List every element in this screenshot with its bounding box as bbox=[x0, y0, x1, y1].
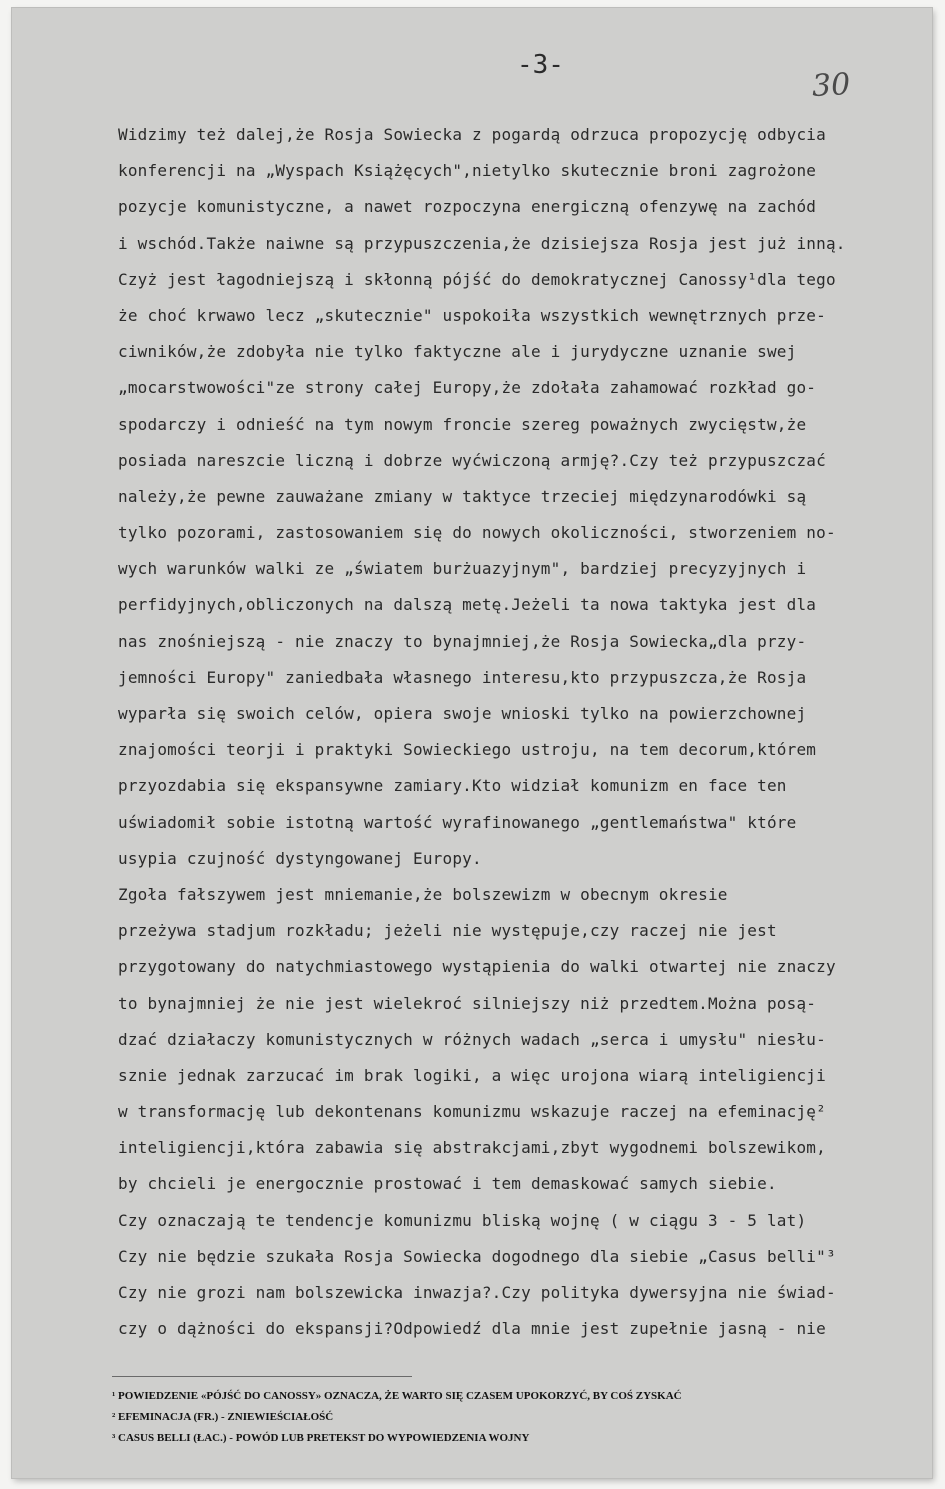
text-line: sznie jednak zarzucać im brak logiki, a więc urojona wiarą inteligiencji bbox=[118, 1065, 826, 1085]
text-line: Zgoła fałszywem jest mniemanie,że bolszewizm w obecnym okresie bbox=[118, 884, 728, 904]
text-line: ciwników,że zdobyła nie tylko faktyczne ale i jurydyczne uznanie swej bbox=[118, 342, 797, 362]
text-line: należy,że pewne zauważane zmiany w taktyce trzeciej międzynarodówki są bbox=[118, 486, 807, 506]
text-line: przygotowany do natychmiastowego wystąpienia do walki otwartej nie znaczy bbox=[118, 957, 836, 977]
text-line: perfidyjnych,obliczonych na dalszą metę.Jeżeli ta nowa taktyka jest dla bbox=[118, 595, 817, 615]
text-line: uświadomił sobie istotną wartość wyrafinowanego „gentlemaństwa" które bbox=[118, 812, 797, 832]
text-line: wyparła się swoich celów, opiera swoje wnioski tylko na powierzchownej bbox=[118, 704, 807, 723]
text-line: tylko pozorami, zastosowaniem się do nowych okoliczności, stworzeniem no- bbox=[118, 523, 836, 543]
text-line: Widzimy też dalej,że Rosja Sowiecka z pogardą odrzuca propozycję odbycia bbox=[118, 125, 826, 144]
footnote: ¹ POWIEDZENIE «PÓJŚĆ DO CANOSSY» OZNACZA, ŻE WARTO SIĘ CZASEM UPOKORZYĆ, BY COŚ ZYSKAĆ bbox=[112, 1390, 682, 1402]
text-line: konferencji na „Wyspach Książęcych",nietylko skutecznie broni zagrożone bbox=[118, 161, 817, 181]
text-line: jemności Europy" zaniedbała własnego interesu,kto przypuszcza,że Rosja bbox=[118, 667, 807, 687]
text-line: inteligiencji,która zabawia się abstrakcjami,zbyt wygodnemi bolszewikom, bbox=[118, 1138, 826, 1158]
text-line: że choć krwawo lecz „skutecznie" uspokoiła wszystkich wewnętrznych prze- bbox=[118, 305, 826, 325]
text-line: dzać działaczy komunistycznych w różnych wadach „serca i umysłu" niesłu- bbox=[118, 1029, 826, 1049]
text-line: przeżywa stadjum rozkładu; jeżeli nie występuje,czy raczej nie jest bbox=[118, 921, 777, 941]
handwritten-page-number: 30 bbox=[811, 67, 852, 104]
typed-text-body bbox=[118, 117, 908, 1347]
footnote-divider bbox=[112, 1376, 412, 1377]
text-line: Czy nie grozi nam bolszewicka inwazja?.Czy polityka dywersyjna nie świad- bbox=[118, 1283, 836, 1302]
text-line: czy o dążności do ekspansji?Odpowiedź dla mnie jest zupełnie jasną - nie bbox=[118, 1319, 826, 1339]
text-line: posiada nareszcie liczną i dobrze wyćwiczoną armję?.Czy też przypuszczać bbox=[118, 450, 826, 470]
footnote: ³ CASUS BELLI (ŁAC.) - POWÓD LUB PRETEKST DO WYPOWIEDZENIA WOJNY bbox=[112, 1432, 530, 1444]
text-line: Czy nie będzie szukała Rosja Sowiecka dogodnego dla siebie „Casus belli"³ bbox=[118, 1246, 836, 1266]
text-line: pozycje komunistyczne, a nawet rozpoczyna energiczną ofenzywę na zachód bbox=[118, 197, 817, 217]
text-line: i wschód.Także naiwne są przypuszczenia,że dzisiejsza Rosja jest już inną. bbox=[118, 233, 846, 253]
text-line: by chcieli je energocznie prostować i tem demaskować samych siebie. bbox=[118, 1174, 777, 1194]
text-line: nas znośniejszą - nie znaczy to bynajmniej,że Rosja Sowiecka„dla przy- bbox=[118, 631, 807, 651]
text-line: spodarczy i odnieść na tym nowym froncie szereg poważnych zwycięstw,że bbox=[118, 414, 807, 434]
page-number: -3- bbox=[517, 50, 564, 80]
text-line: usypia czujność dystyngowanej Europy. bbox=[118, 848, 482, 868]
text-line: Czy oznaczają te tendencje komunizmu bliską wojnę ( w ciągu 3 - 5 lat) bbox=[118, 1210, 807, 1230]
text-line: znajomości teorji i praktyki Sowieckiego ustroju, na tem decorum,którem bbox=[118, 740, 817, 760]
text-line: Czyż jest łagodniejszą i skłonną pójść do demokratycznej Canossy¹dla tego bbox=[118, 269, 836, 289]
text-line: wych warunków walki ze „światem burżuazyjnym", bardziej precyzyjnych i bbox=[118, 559, 807, 579]
footnotes bbox=[112, 1386, 682, 1449]
text-line: przyozdabia się ekspansywne zamiary.Kto widział komunizm en face ten bbox=[118, 776, 787, 796]
footnote: ² EFEMINACJA (FR.) - ZNIEWIEŚCIAŁOŚĆ bbox=[112, 1411, 334, 1423]
text-line: „mocarstwowości"ze strony całej Europy,że zdołała zahamować rozkład go- bbox=[118, 378, 817, 398]
text-line: to bynajmniej że nie jest wielekroć silniejszy niż przedtem.Można posą- bbox=[118, 993, 817, 1013]
text-line: w transformację lub dekontenans komunizmu wskazuje raczej na efeminację² bbox=[118, 1102, 826, 1122]
